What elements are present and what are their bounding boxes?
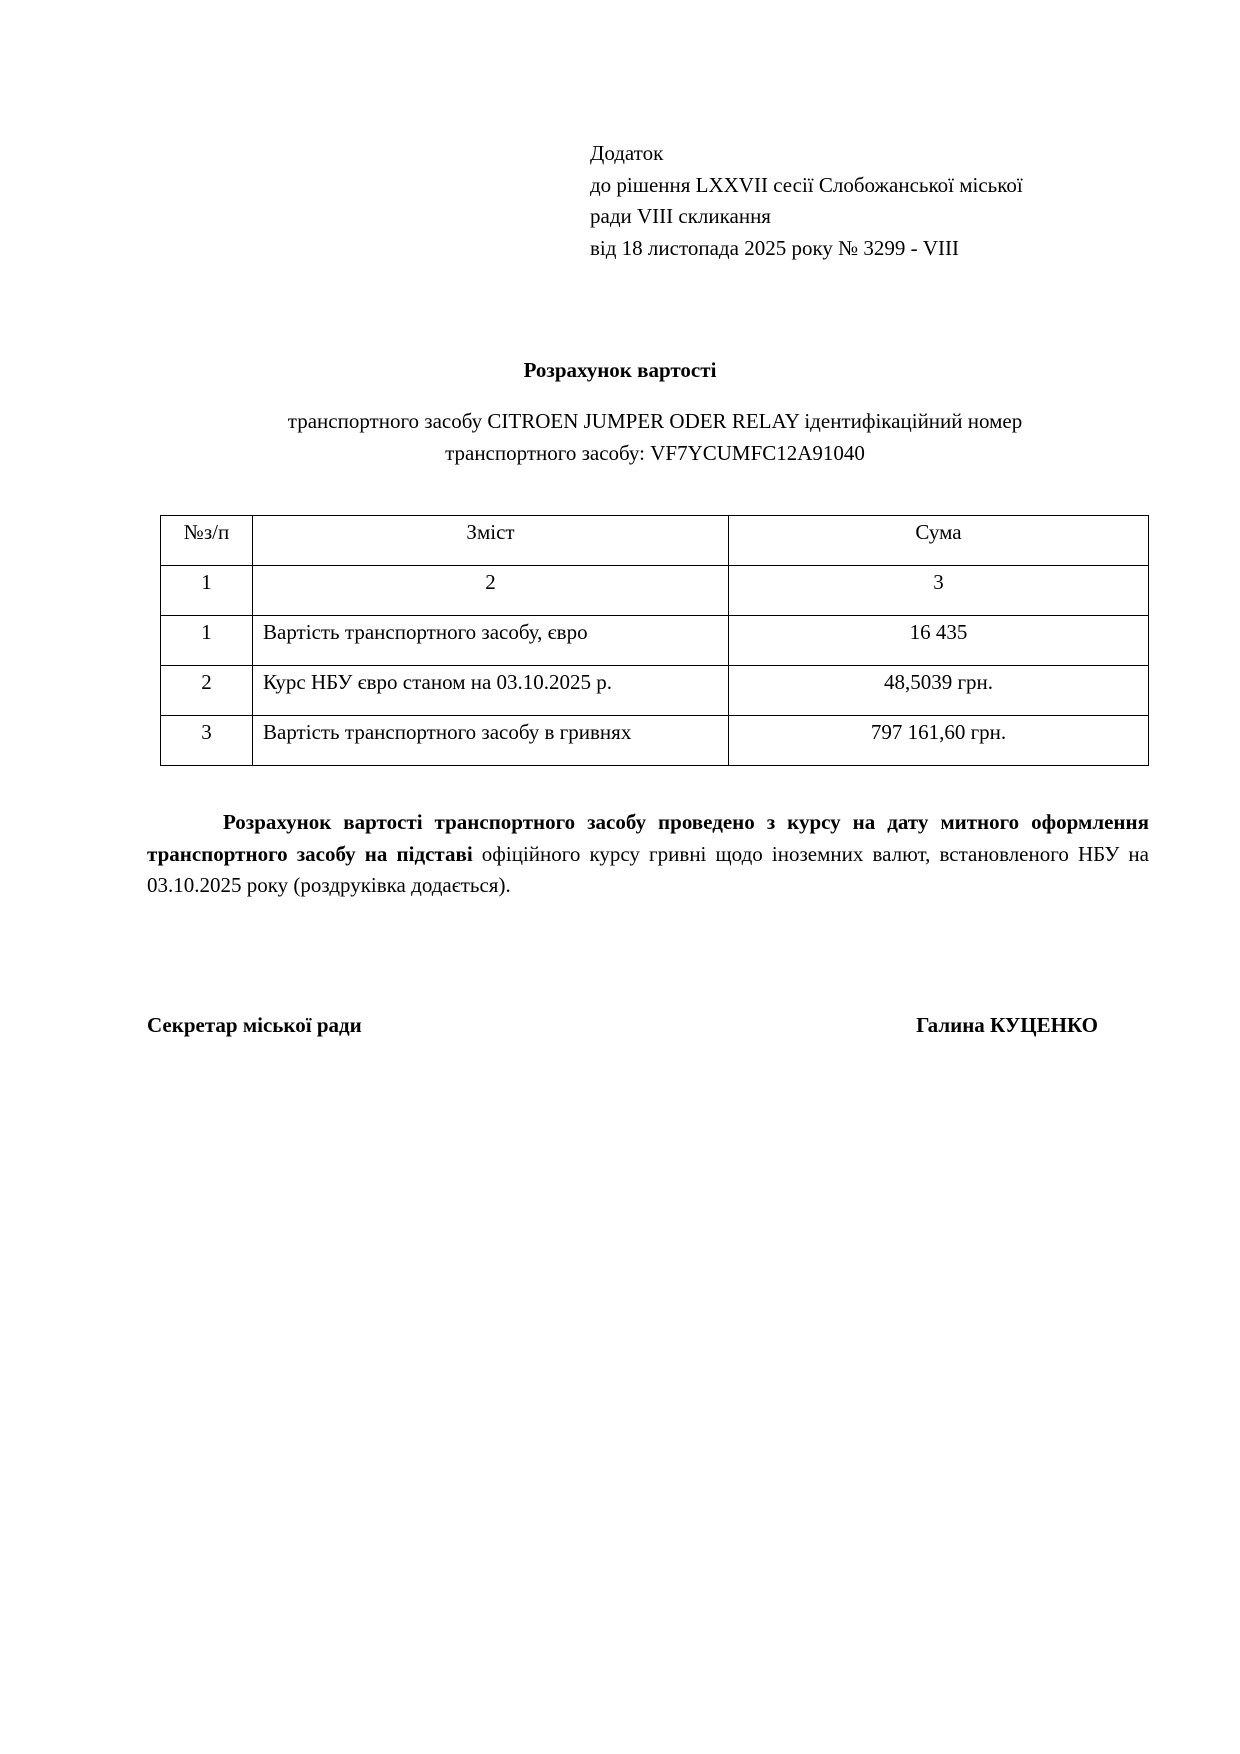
document-subtitle [160,406,1150,469]
table-row [161,666,1149,716]
table-header-row [161,516,1149,566]
appendix-header [590,138,1023,264]
subtitle-line: транспортного засобу: VF7YCUMFC12A91040 [445,440,865,465]
row-sum: 16 435 [729,616,1149,666]
row-number: 3 [161,716,253,766]
row-content: Вартість транспортного засобу, євро [253,616,729,666]
signatory-position: Секретар міської ради [147,1013,362,1037]
row-sum: 797 161,60 грн. [729,716,1149,766]
header-content: Зміст [253,516,729,566]
table-numbering-row [161,566,1149,616]
explanation-paragraph [147,807,1149,902]
column-number: 1 [161,566,253,616]
document-title: Розрахунок вартості [523,358,717,382]
header-sum: Сума [729,516,1149,566]
row-number: 2 [161,666,253,716]
header-line: від 18 листопада 2025 року № 3299 - VIII [590,235,960,260]
subtitle-line: транспортного засобу CITROEN JUMPER ODER RELAY ідентифікаційний номер [287,409,1023,433]
paragraph-bold-text: Розрахунок вартості транспортного засобу проведено з курсу на дату митного оформлення транспортного засобу на підставі [147,810,1149,866]
signatory-name: Галина КУЦЕНКО [916,1013,1098,1037]
table-row [161,616,1149,666]
row-content: Курс НБУ євро станом на 03.10.2025 р. [253,666,729,716]
table-row [161,716,1149,766]
paragraph-text: офіційного курсу гривні щодо іноземних валют, встановленого НБУ на 03.10.2025 року (роздруківка додається). [147,841,1149,897]
row-number: 1 [161,616,253,666]
header-line: Додаток [590,141,664,165]
calculation-table [160,515,1149,766]
column-number: 2 [253,566,729,616]
row-sum: 48,5039 грн. [729,666,1149,716]
header-line: до рішення LXXVII сесії Слобожанської міської [590,172,1023,197]
header-line: ради VIII скликання [590,204,771,228]
row-content: Вартість транспортного засобу в гривнях [253,716,729,766]
column-number: 3 [729,566,1149,616]
header-number: №з/п [161,516,253,566]
